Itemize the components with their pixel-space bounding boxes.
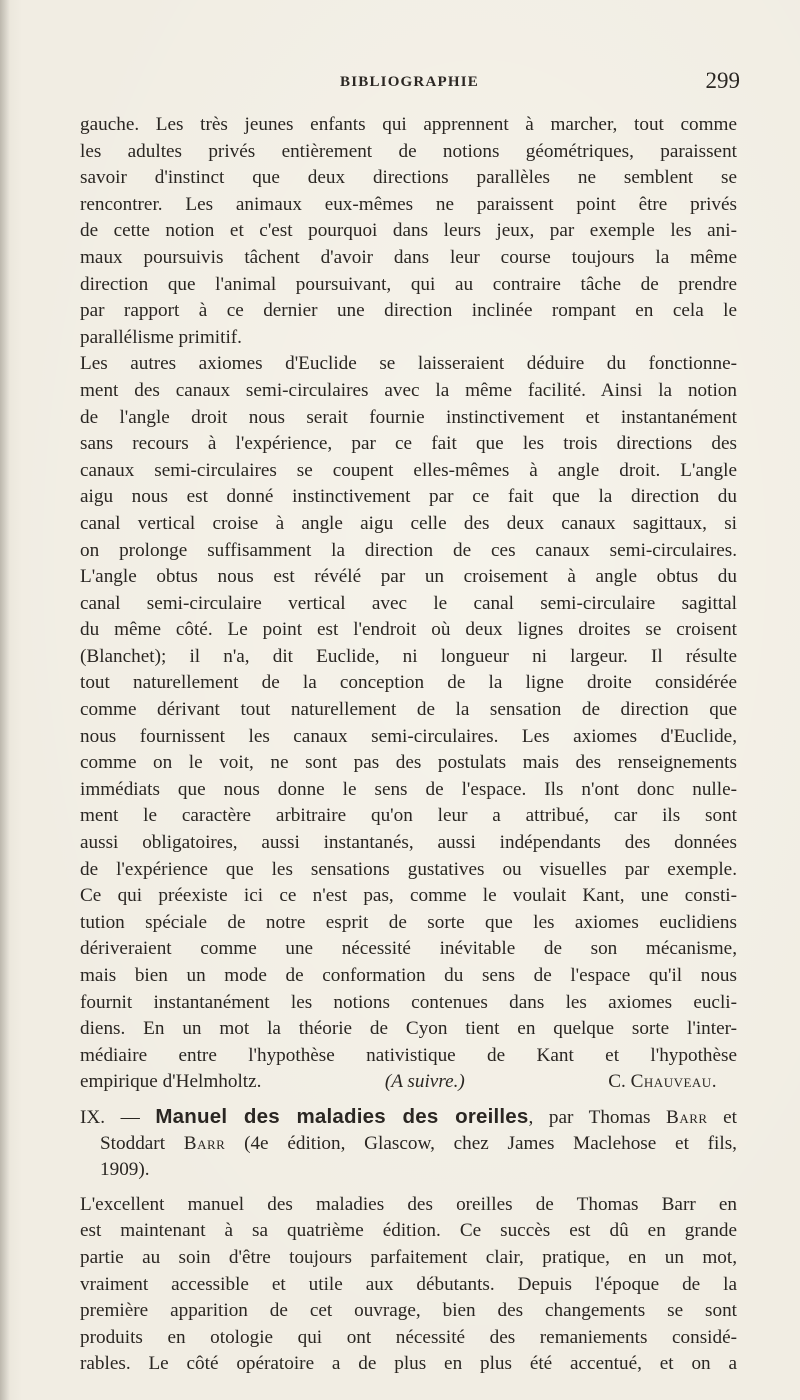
text-line: L'angle obtus nous est révélé par un croisement à angle obtus du (80, 566, 737, 588)
text-line: sans recours à l'expérience, par ce fait que les trois directions des (80, 433, 737, 455)
entry-author-2: Barr (183, 1132, 226, 1154)
text-line: Ce qui préexiste ici ce n'est pas, comme le voulait Kant, une consti- (80, 885, 737, 907)
running-head: BIBLIOGRAPHIE (340, 74, 479, 90)
text-line: rables. Le côté opératoire a de plus en plus été accentué, et on a (80, 1353, 737, 1375)
spacer (80, 1096, 737, 1104)
text-line: ment le caractère arbitraire qu'on leur a attribué, car ils sont (80, 805, 737, 827)
page-header (80, 68, 740, 98)
text-line: ment des canaux semi-circulaires avec la même facilité. Ainsi la notion (80, 379, 737, 401)
text-line: nous fournissent les canaux semi-circulaires. Les axiomes d'Euclide, (80, 725, 737, 747)
to-be-continued-note: (A suivre.) (384, 1071, 465, 1093)
text-line: de cette notion et c'est pourquoi dans leurs jeux, par exemple les ani- (80, 220, 737, 242)
text-line: rencontrer. Les animaux eux-mêmes ne paraissent point être privés (80, 193, 737, 215)
page-number: 299 (705, 68, 740, 93)
entry-line (80, 1131, 737, 1158)
text-line: partie au soin d'être toujours parfaitement clair, pratique, en un mot, (80, 1246, 737, 1268)
text-body (80, 112, 737, 1378)
text-line: direction que l'animal poursuivant, qui au contraire tâche de prendre (80, 273, 737, 295)
text-line: de l'expérience que les sensations gustatives ou visuelles par exemple. (80, 858, 737, 880)
paragraph-3 (80, 1192, 737, 1378)
text-line: L'excellent manuel des maladies des oreilles de Thomas Barr en (80, 1193, 737, 1215)
text-line: première apparition de cet ouvrage, bien des changements se sont (80, 1300, 737, 1322)
entry-number: IX. — (80, 1106, 156, 1128)
paragraph-1 (80, 112, 737, 351)
text-line-end: empirique d'Helmholtz. (80, 1071, 262, 1093)
entry-publication: (4e édition, Glascow, chez James Maclehose et fils, (225, 1132, 737, 1154)
text-line: par rapport à ce dernier une direction inclinée rompant en cela le (80, 300, 737, 322)
entry-author-2-first: Stoddart (100, 1132, 184, 1154)
text-line: médiaire entre l'hypothèse nativistique de Kant et l'hypothèse (80, 1044, 737, 1066)
author-signature (608, 1069, 717, 1096)
text-line: tution spéciale de notre esprit de sorte que les axiomes euclidiens (80, 911, 737, 933)
text-line: aussi obligatoires, aussi instantanés, aussi indépendants des données (80, 832, 737, 854)
entry-by: , par Thomas (528, 1106, 667, 1128)
entry-author-1: Barr (666, 1106, 708, 1128)
text-line: gauche. Les très jeunes enfants qui apprennent à marcher, tout comme (80, 114, 737, 135)
text-line: immédiats que nous donne le sens de l'espace. Ils n'ont donc nulle- (80, 778, 737, 800)
text-line: canal vertical croise à angle aigu celle des deux canaux sagittaux, si (80, 512, 737, 534)
entry-heading-line (80, 1104, 737, 1131)
entry-year: 1909). (100, 1159, 150, 1181)
text-line: diens. En un mot la théorie de Cyon tient en quelque sorte l'inter- (80, 1018, 737, 1040)
text-line: produits en otologie qui ont nécessité des remaniements considé- (80, 1326, 737, 1348)
text-line: est maintenant à sa quatrième édition. Ce succès est dû en grande (80, 1220, 737, 1242)
text-line: savoir d'instinct que deux directions parallèles ne semblent se (80, 167, 737, 189)
author-name: Chauveau. (630, 1071, 717, 1093)
text-line: dériveraient comme une nécessité inévitable de son mécanisme, (80, 938, 737, 960)
text-line: (Blanchet); il n'a, dit Euclide, ni longueur ni largeur. Il résulte (80, 645, 737, 667)
text-line: on prolonge suffisamment la direction de ces canaux semi-circulaires. (80, 539, 737, 561)
text-line: comme on le voit, ne sont pas des postulats mais des renseignements (80, 752, 737, 774)
text-line: maux poursuivis tâchent d'avoir dans leur course toujours la même (80, 246, 737, 268)
author-initial: C. (608, 1071, 631, 1093)
text-line: vraiment accessible et utile aux débutants. Depuis l'époque de la (80, 1273, 737, 1295)
entry-title: Manuel des maladies des oreilles (155, 1104, 529, 1128)
text-line: canal semi-circulaire vertical avec le canal semi-circulaire sagittal (80, 592, 737, 614)
signature-line (80, 1069, 737, 1096)
page-edge-shadow (0, 0, 10, 1400)
text-line: du même côté. Le point est l'endroit où deux lignes droites se croisent (80, 619, 737, 641)
text-line: canaux semi-circulaires se coupent elles-mêmes à angle droit. L'angle (80, 459, 737, 481)
text-line: tout naturellement de la conception de la ligne droite considérée (80, 672, 737, 694)
text-line: parallélisme primitif. (80, 326, 242, 348)
text-line: mais bien un mode de conformation du sens de l'espace qu'il nous (80, 965, 737, 986)
text-line: comme dérivant tout naturellement de la sensation de direction que (80, 699, 737, 721)
paragraph-2 (80, 351, 737, 1096)
text-line: les adultes privés entièrement de notions géométriques, paraissent (80, 140, 737, 162)
text-line: de l'angle droit nous serait fournie instinctivement et instantanément (80, 406, 737, 428)
text-line: Les autres axiomes d'Euclide se laisseraient déduire du fonctionne- (80, 353, 737, 375)
text-line: fournit instantanément les notions contenues dans les axiomes eucli- (80, 991, 737, 1013)
bibliography-entry (80, 1104, 737, 1184)
entry-and: et (707, 1106, 737, 1128)
text-line: aigu nous est donné instinctivement par ce fait que la direction du (80, 486, 737, 508)
spacer (80, 1184, 737, 1192)
